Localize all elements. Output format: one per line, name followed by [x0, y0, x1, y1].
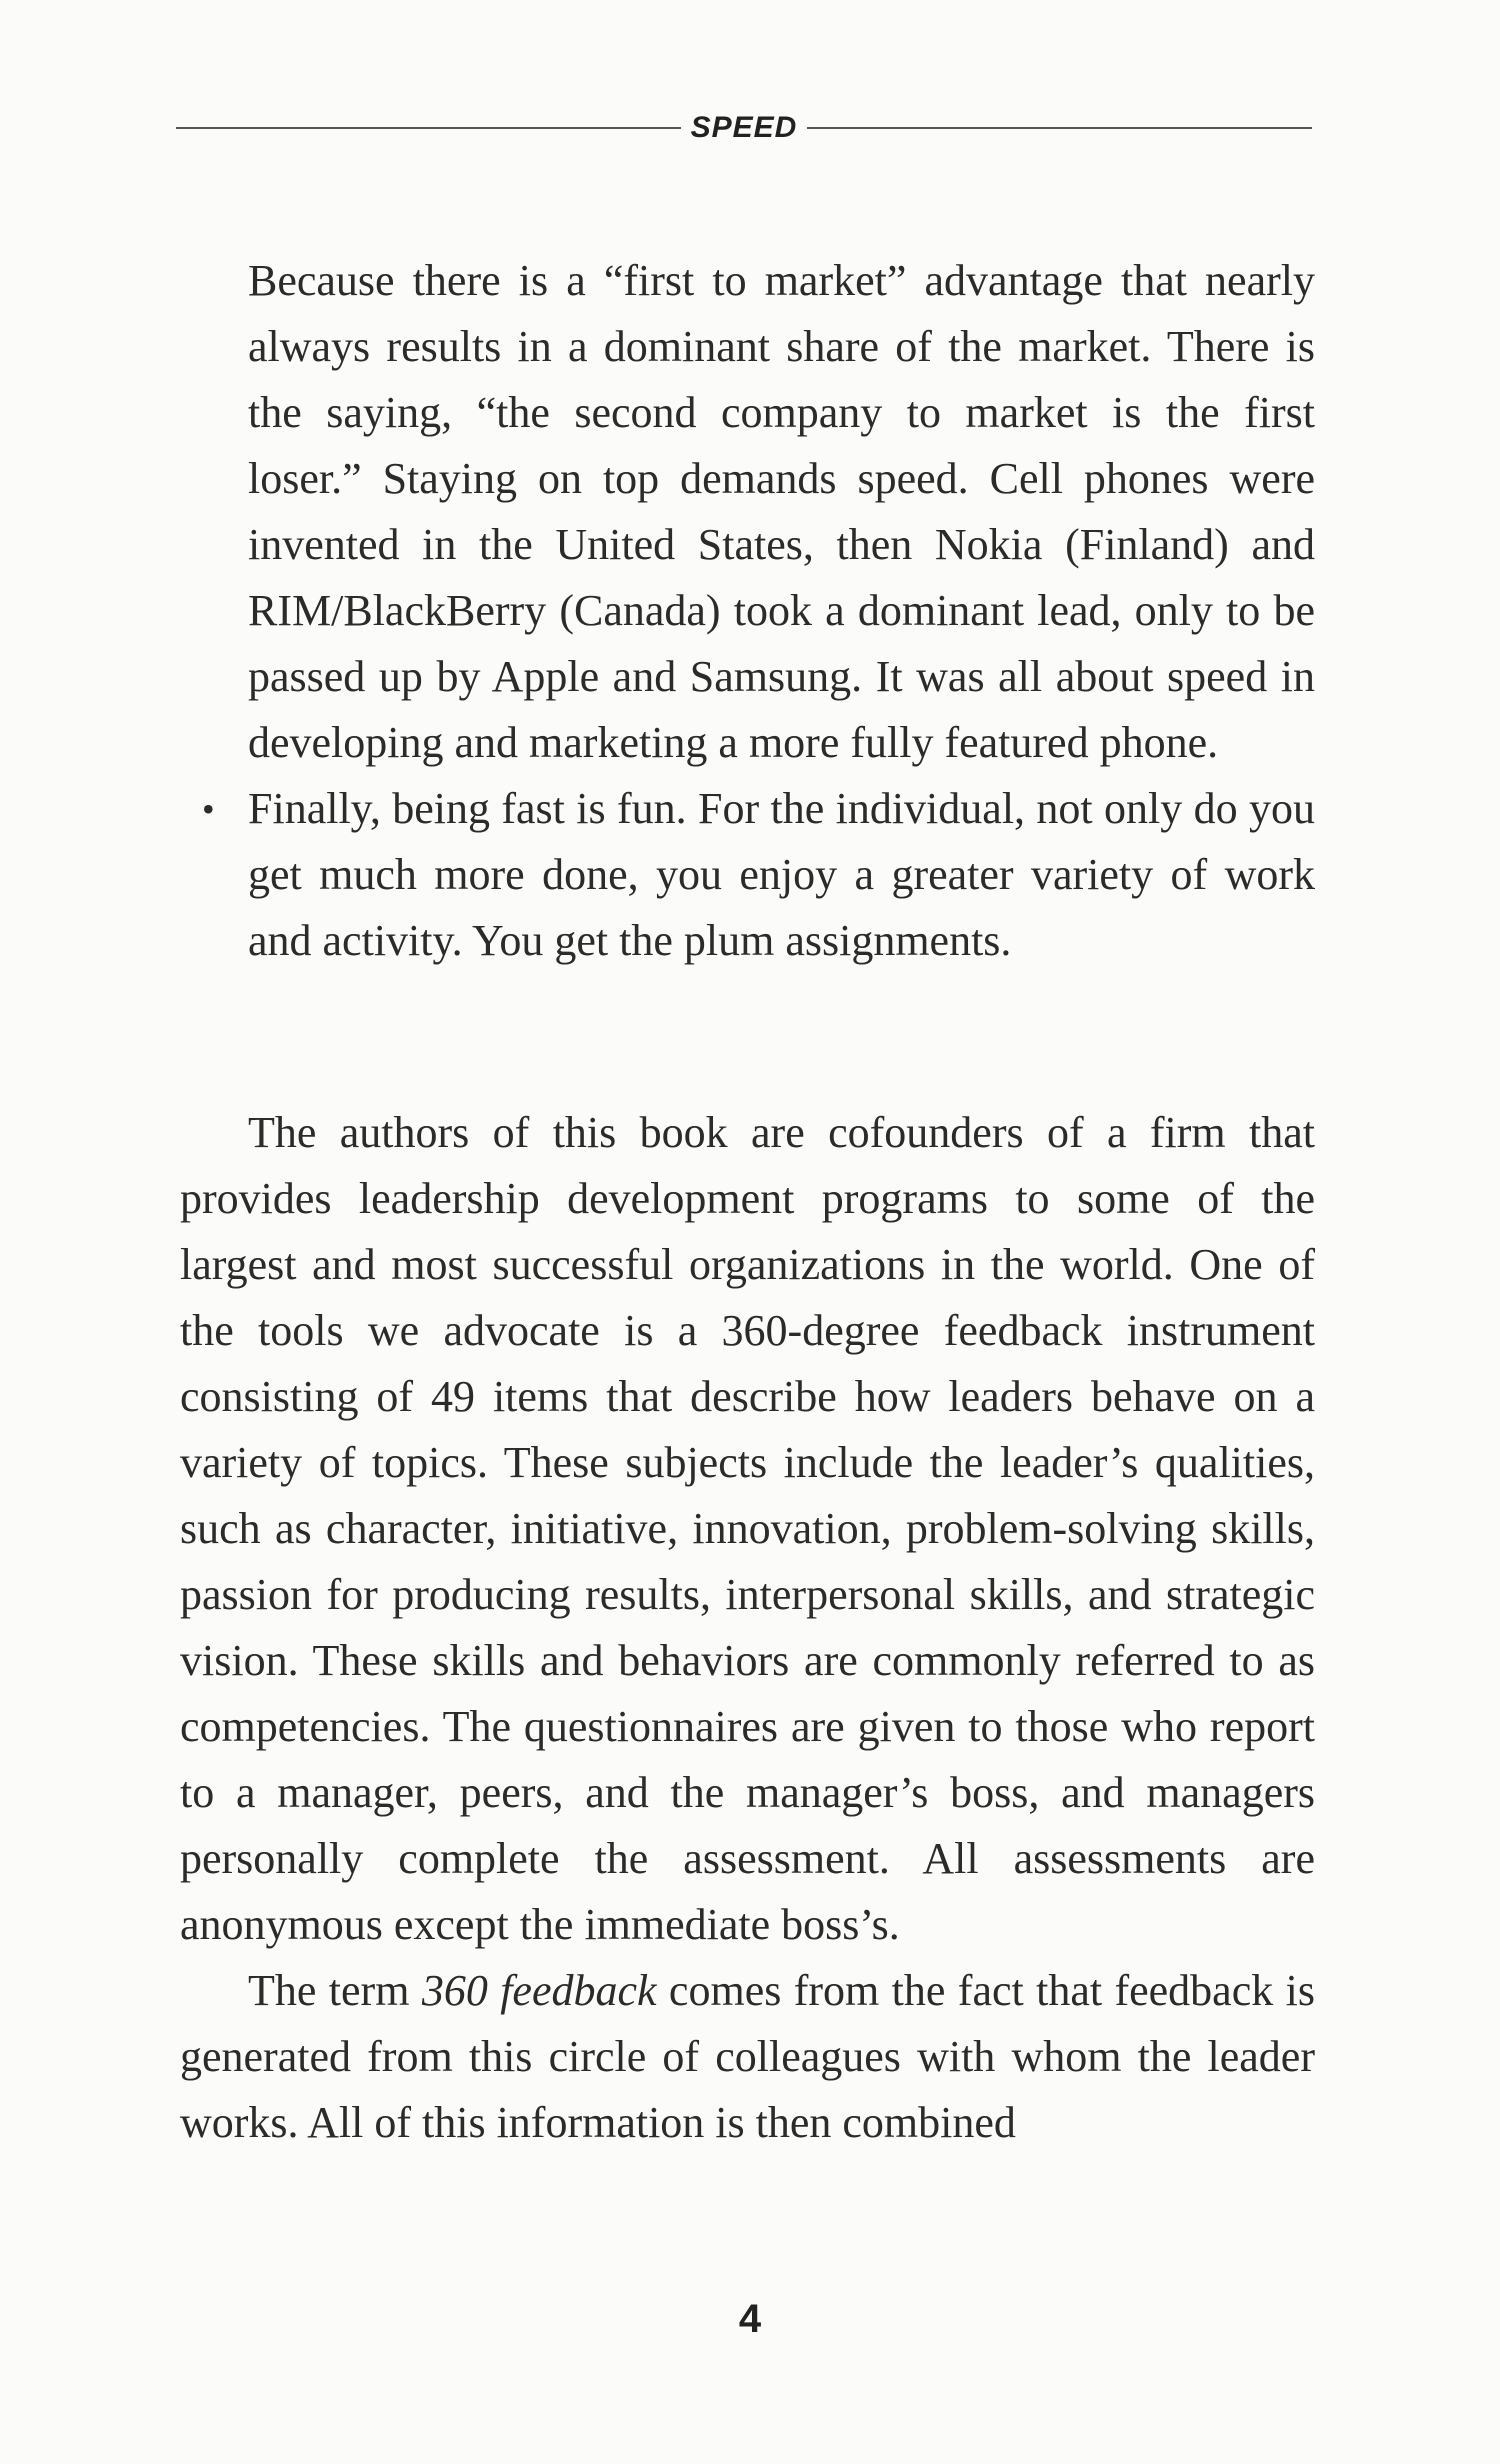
bullet-list [202, 248, 1315, 974]
bullet-item-fun [202, 776, 1315, 974]
header-rule-right [807, 127, 1312, 129]
body-paragraph-1: The authors of this book are cofounders of a firm that provides leadership development programs to some of the largest and most successful organizations in the world. One of the tools we advocate is a 360-degree feedback instrument consisting of 49 items that describe how leaders behave on a variety of topics. These subjects include the leader’s qualities, such as character, initiative, innovation, problem-solving skills, passion for producing results, interpersonal skills, and strategic vision. These skills and behaviors are commonly referred to as competencies. The questionnaires are given to those who report to a manager, peers, and the manager’s boss, and managers personally complete the assessment. All assessments are anonymous except the immediate boss’s. [180, 1108, 1315, 1949]
header-rule-left [176, 127, 681, 129]
bullet-continued-text: Because there is a “first to market” advantage that nearly always results in a dominant share of the market. There is the saying, “the second company to market is the first loser.” Staying on top demands speed. Cell phones were invented in the United States, then Nokia (Finland) and RIM/BlackBerry (Canada) took a dominant lead, only to be passed up by Apple and Samsung. It was all about speed in developing and marketing a more fully featured phone. [248, 256, 1315, 767]
body-text [180, 1100, 1315, 2156]
running-title: SPEED [690, 111, 798, 144]
term-360-feedback: 360 feedback [421, 1966, 657, 2015]
page-number: 4 [738, 2297, 762, 2341]
bullet-dot: • [202, 789, 215, 829]
paragraph-2-rest: comes from the fact that feedback is generated from this circle of colleagues with whom the leader works. All of this information is then combined [180, 1966, 1315, 2147]
paragraph-2-lead: The term [248, 1966, 422, 2015]
body-paragraph-2 [180, 1958, 1315, 2156]
bullet-item-continued [248, 248, 1315, 776]
running-header [176, 108, 1312, 148]
bullet-item-text: Finally, being fast is fun. For the individual, not only do you get much more done, you enjoy a greater variety of work and activity. You get the plum assignments. [248, 784, 1315, 965]
